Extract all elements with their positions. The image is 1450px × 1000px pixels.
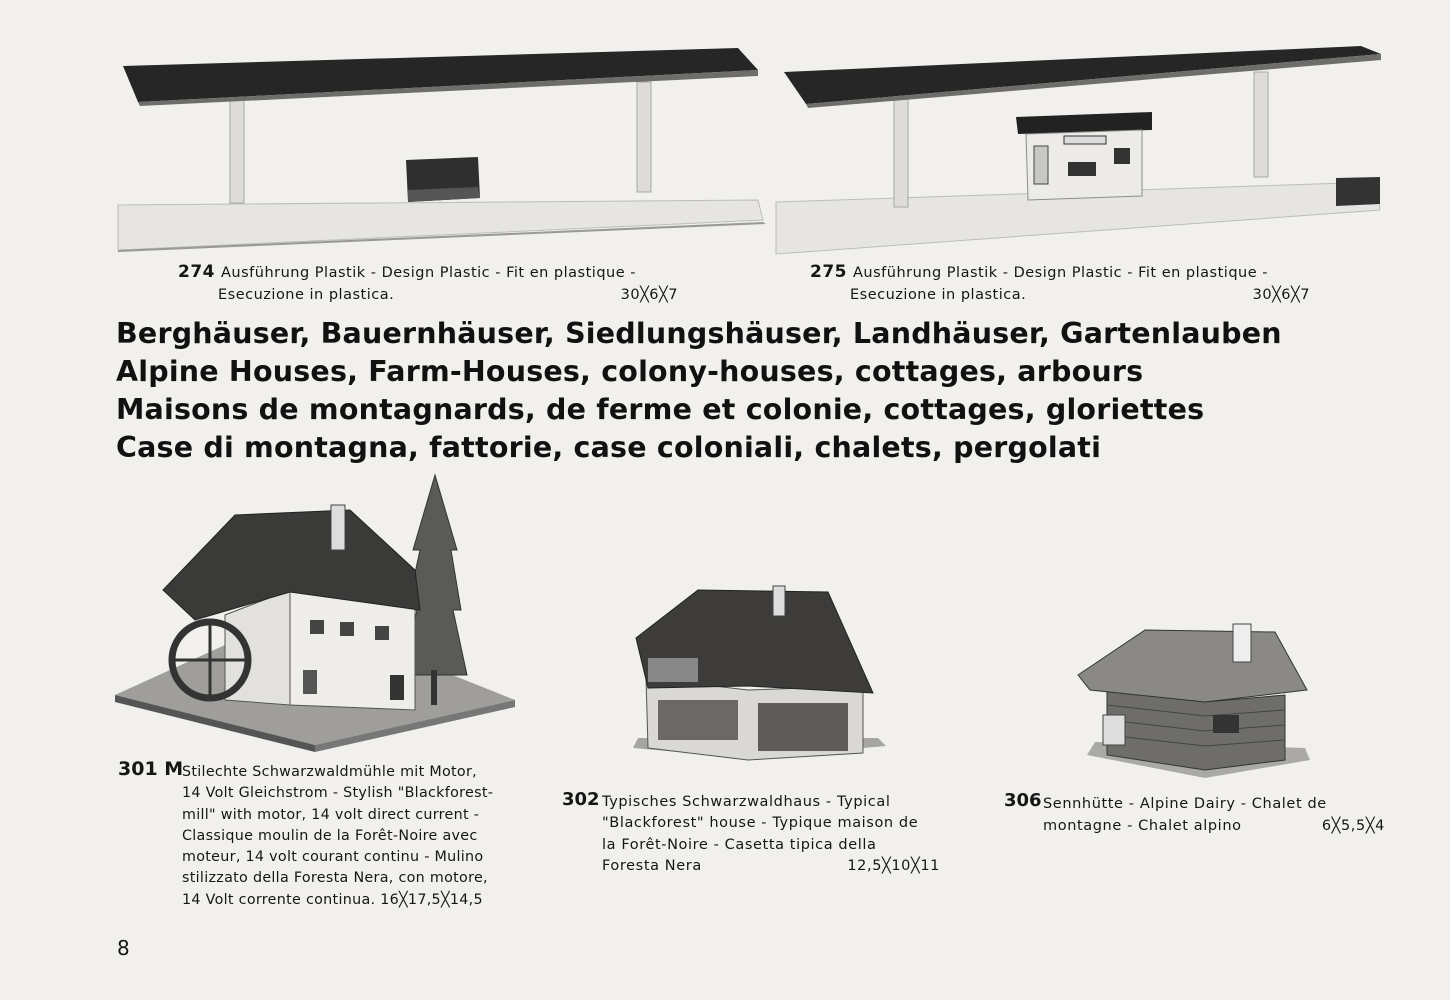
caption-301m-line: stilizzato della Foresta Nera, con motore, xyxy=(182,870,488,887)
caption-301m xyxy=(182,762,502,911)
caption-274 xyxy=(178,262,678,306)
heading-line-de: Berghäuser, Bauernhäuser, Siedlungshäuser, Landhäuser, Gartenlauben xyxy=(116,317,1282,350)
caption-275-line2: Esecuzione in plastica. xyxy=(850,286,1027,303)
caption-306-line: montagne - Chalet alpino xyxy=(1043,817,1242,834)
heading-line-it: Case di montagna, fattorie, case coloniali, chalets, pergolati xyxy=(116,431,1102,464)
caption-306-line: Sennhütte - Alpine Dairy - Chalet de xyxy=(1043,796,1327,812)
platform-275-image xyxy=(776,42,1386,257)
caption-301m-line: Classique moulin de la Forêt-Noire avec xyxy=(182,827,478,844)
caption-302-line: Typisches Schwarzwaldhaus - Typical xyxy=(602,794,891,810)
size-301m: 16╳17,5╳14,5 xyxy=(380,891,483,908)
page-number: 8 xyxy=(117,936,130,960)
caption-275 xyxy=(810,262,1310,306)
blackforest-house-image xyxy=(628,578,888,778)
caption-275-line1: Ausführung Plastik - Design Plastic - Fit en plastique - xyxy=(853,265,1268,281)
heading-line-en: Alpine Houses, Farm-Houses, colony-houses, cottages, arbours xyxy=(116,355,1144,388)
item-number-275: 275 xyxy=(810,262,847,282)
size-274: 30╳6╳7 xyxy=(620,286,678,303)
caption-302-line: "Blackforest" house - Typique maison de xyxy=(602,815,919,832)
caption-306 xyxy=(1043,794,1388,837)
caption-302-line: Foresta Nera xyxy=(602,857,702,874)
heading-line-fr: Maisons de montagnards, de ferme et colonie, cottages, gloriettes xyxy=(116,393,1205,426)
item-number-274: 274 xyxy=(178,262,215,282)
size-302: 12,5╳10╳11 xyxy=(847,857,940,874)
item-number-302: 302 xyxy=(562,789,600,810)
size-275: 30╳6╳7 xyxy=(1252,286,1310,303)
caption-301m-line: 14 Volt Gleichstrom - Stylish "Blackforest- xyxy=(182,785,494,802)
platform-274-image xyxy=(118,40,768,255)
item-number-306: 306 xyxy=(1004,790,1042,811)
caption-301m-line: 14 Volt corrente continua. xyxy=(182,891,376,908)
caption-274-line1: Ausführung Plastik - Design Plastic - Fit en plastique - xyxy=(221,265,636,281)
caption-301m-line: mill" with motor, 14 volt direct current - xyxy=(182,806,480,823)
section-heading xyxy=(116,315,1296,467)
alpine-chalet-image xyxy=(1075,620,1315,785)
caption-301m-line: Stilechte Schwarzwaldmühle mit Motor, xyxy=(182,764,477,780)
size-306: 6╳5,5╳4 xyxy=(1321,817,1385,834)
caption-301m-line: moteur, 14 volt courant continu - Mulino xyxy=(182,849,484,866)
caption-302 xyxy=(602,792,947,877)
caption-274-line2: Esecuzione in plastica. xyxy=(218,286,395,303)
item-number-301m: 301 M xyxy=(118,758,184,780)
blackforest-mill-image xyxy=(115,470,515,760)
caption-302-line: la Forêt-Noire - Casetta tipica della xyxy=(602,836,877,853)
